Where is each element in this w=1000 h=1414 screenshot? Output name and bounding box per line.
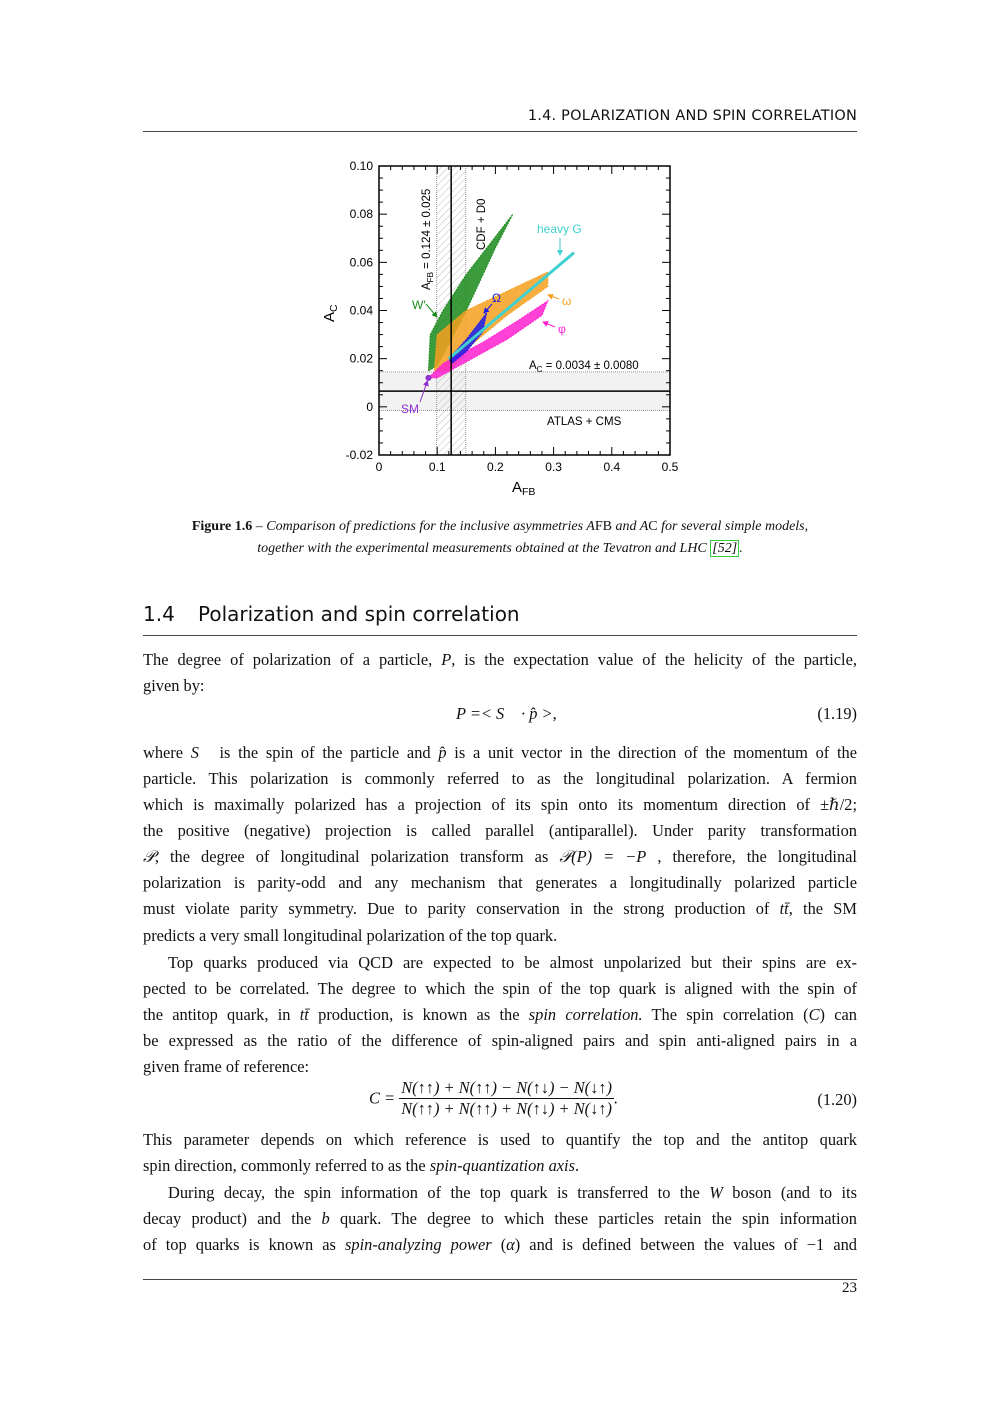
text-run: During decay, the spin information of the top quark is transferred to the [168, 1183, 710, 1202]
text-run: , the SM [788, 899, 857, 918]
equation-body: P =< S⃗ · p̂ >, [456, 704, 557, 723]
text-run: decay product) and the [143, 1209, 322, 1228]
text-run: production, is known as the [308, 1005, 529, 1024]
text-line [143, 976, 857, 1002]
text-run: must violate parity symmetry. Due to parity conservation in the strong production of [143, 899, 780, 918]
text-run: is a unit vector in the direction of the momentum of the [446, 743, 858, 762]
text-line [143, 1206, 857, 1232]
header-rule [143, 131, 857, 132]
model-label-arrow [543, 322, 555, 327]
y-tick-label: 0.08 [349, 207, 373, 222]
math-italic: A [586, 519, 595, 534]
section-title: Polarization and spin correlation [198, 602, 520, 626]
footer-rule [143, 1279, 857, 1280]
y-tick-label: -0.02 [345, 448, 373, 462]
model-label: heavy G [537, 222, 582, 236]
text-run: the antitop quark, in [143, 1005, 300, 1024]
text-run: particle. This polarization is commonly referred to as the longitudinal polarization. A fermion [143, 769, 857, 788]
math-italic: C [808, 1005, 820, 1024]
numerator: N(↑↑) + N(↑↑) − N(↑↓) − N(↓↑) [401, 1078, 612, 1097]
x-tick-label: 0.3 [545, 460, 562, 474]
text-run: Top quarks produced via QCD are expected to be almost unpolarized but their spins are ex- [168, 953, 857, 972]
equation-number: (1.20) [817, 1090, 857, 1109]
text-run: be expressed as the ratio of the difference of spin-aligned pairs and spin anti-aligned pairs in a [143, 1031, 857, 1050]
text-run: This parameter depends on which reference is used to quantify the top and the antitop quark [143, 1130, 857, 1149]
ac-experiment-label: ATLAS + CMS [547, 416, 622, 428]
page-number: 23 [842, 1280, 857, 1296]
text-line [143, 923, 857, 949]
equation-end: . [613, 1088, 619, 1108]
caption-line-1 [252, 519, 808, 534]
text-line [143, 896, 857, 922]
fraction [399, 1078, 614, 1119]
text-line [143, 766, 857, 792]
text-line [143, 950, 857, 976]
text-line [143, 1002, 857, 1028]
math-italic: spin-quantization axis [429, 1156, 575, 1175]
text-line [143, 792, 857, 818]
text-run: , therefore, the longitudinal [646, 847, 857, 866]
text-run: the positive (negative) projection is called parallel (antiparallel). Under parity transformation [143, 821, 857, 840]
equation-1-20 [143, 1078, 857, 1122]
equation-lhs: C = [369, 1088, 396, 1108]
model-label: φ [558, 322, 566, 336]
text-run: ) and is defined between the values of −1 and [514, 1235, 857, 1254]
text-run: quark. The degree to which these particles retain the spin information [329, 1209, 857, 1228]
text-run: of top quarks is known as [143, 1235, 346, 1254]
asymmetry-comparison-chart [300, 150, 700, 510]
caption-end: . [739, 541, 743, 556]
model-label: ω [562, 294, 572, 308]
math-italic: p̂ [438, 743, 447, 762]
text-line [143, 1153, 857, 1179]
math-italic: and [611, 519, 640, 534]
subscript: C [648, 519, 658, 534]
text-line [143, 647, 857, 673]
y-tick-label: 0.06 [349, 255, 373, 270]
text-run: . [575, 1156, 580, 1175]
math-italic: tt̄ [779, 899, 789, 918]
model-label-arrow [548, 295, 559, 299]
y-tick-label: 0.10 [349, 159, 373, 173]
subscript: FB [594, 519, 612, 534]
math-italic: 𝒫(P) = −P [559, 847, 647, 866]
text-run: ) can [819, 1005, 857, 1024]
citation-link[interactable]: [52] [712, 541, 738, 556]
text-line [143, 740, 857, 766]
math-italic: W [709, 1183, 723, 1202]
model-label-arrow [426, 304, 437, 317]
afb-experiment-label: CDF + D0 [476, 198, 488, 250]
text-line [143, 818, 857, 844]
math-italic: A [639, 519, 649, 534]
text-run: spin direction, commonly referred to as the [143, 1156, 430, 1175]
x-tick-label: 0 [375, 460, 383, 474]
afb-measurement-label: $A_{FB} = 0.124 \pm 0.025$ [421, 188, 435, 290]
model-label: W′ [412, 298, 426, 312]
text-line [143, 870, 857, 896]
text-run: boson (and to its [722, 1183, 857, 1202]
ac-measurement-label: $A_C = 0.0034 \pm 0.0080$ [529, 360, 639, 374]
y-tick-label: 0.02 [349, 351, 373, 366]
text-line [143, 1028, 857, 1054]
section-heading [143, 602, 520, 626]
x-tick-label: 0.5 [661, 460, 679, 474]
math-italic: S⃗ [190, 743, 212, 762]
text-run: The spin correlation ( [642, 1005, 809, 1024]
x-tick-label: 0.4 [603, 460, 621, 474]
math-italic: – Comparison of predictions for the inclusive asymmetries [252, 519, 587, 534]
sm-point [425, 375, 431, 381]
text-run: pected to be correlated. The degree to which the spin of the top quark is aligned with the spin of [143, 979, 857, 998]
text-run: The degree of polarization of a particle, [143, 650, 442, 669]
running-header: 1.4. POLARIZATION AND SPIN CORRELATION [527, 108, 857, 124]
math-italic: for several simple models, [657, 519, 809, 534]
caption-line-2: together with the experimental measurements obtained at the Tevatron and LHC [257, 541, 711, 556]
y-tick-label: 0 [366, 399, 373, 414]
math-italic: 𝒫 [143, 847, 155, 866]
y-axis-label: $A_C$ [321, 304, 340, 322]
x-tick-label: 0.2 [487, 460, 504, 474]
text-line [143, 1127, 857, 1153]
math-italic: tt̄ [299, 1005, 309, 1024]
text-run: is the spin of the particle and [211, 743, 439, 762]
text-line [143, 1180, 857, 1206]
text-run: where [143, 743, 191, 762]
text-run: which is maximally polarized has a projection of its spin onto its momentum direction of ±ℏ/2; [143, 795, 857, 814]
math-italic: spin-analyzing power [345, 1235, 492, 1254]
text-line [143, 1232, 857, 1258]
math-italic: spin correlation. [528, 1005, 643, 1024]
text-run: ( [491, 1235, 507, 1254]
x-tick-label: 0.1 [428, 460, 446, 474]
text-line [143, 673, 857, 699]
caption-label: Figure 1.6 [191, 519, 253, 534]
figure-caption [143, 516, 857, 560]
x-axis-label: $A_{FB}$ [512, 479, 536, 498]
text-run: , the degree of longitudinal polarization transform as [154, 847, 560, 866]
math-italic: P [441, 650, 452, 669]
text-run: polarization is parity-odd and any mechanism that generates a longitudinally polarized particle [143, 873, 857, 892]
math-italic: b [321, 1209, 330, 1228]
denominator: N(↑↑) + N(↑↑) + N(↑↓) + N(↓↑) [401, 1099, 612, 1118]
math-italic: α [506, 1235, 515, 1254]
text-run: predicts a very small longitudinal polarization of the top quark. [143, 926, 558, 945]
equation-number: (1.19) [817, 704, 857, 723]
text-line [143, 1054, 857, 1080]
section-rule [143, 635, 857, 636]
text-line [143, 844, 857, 870]
text-run: given by: [143, 676, 205, 695]
sm-label: SM [401, 402, 419, 416]
model-label: Ω [492, 291, 501, 305]
section-number: 1.4 [143, 602, 175, 626]
text-run: , is the expectation value of the helicity of the particle, [451, 650, 857, 669]
y-tick-label: 0.04 [349, 303, 373, 318]
text-run: given frame of reference: [143, 1057, 310, 1076]
